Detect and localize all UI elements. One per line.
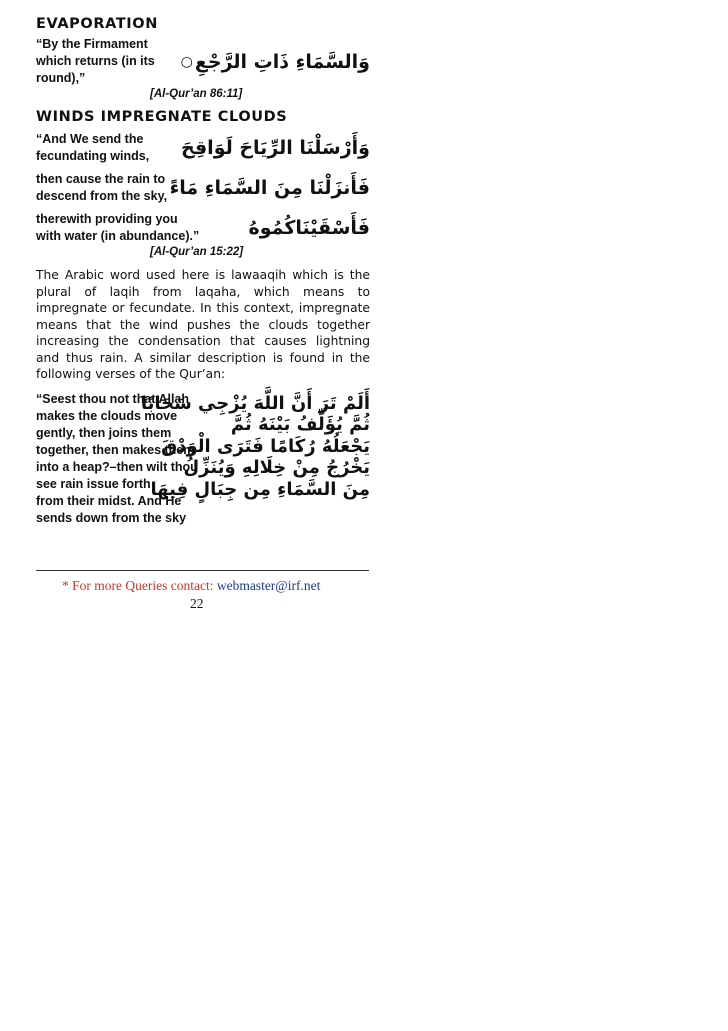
verse-reference: [Al-Qur’an 86:11] bbox=[150, 88, 243, 100]
arabic-verse-line: مِنَ السَّمَاءِ مِن جِبَالٍ فِيهَا bbox=[150, 478, 370, 500]
final-verse-block bbox=[36, 391, 370, 527]
verse-line: descend from the sky, bbox=[36, 189, 168, 203]
verse-line: from their midst. And He bbox=[36, 493, 182, 508]
page-number: 22 bbox=[190, 596, 204, 611]
verse-line: then cause the rain to bbox=[36, 172, 166, 186]
arabic-verse: وَالسَّمَاءِ ذَاتِ الرَّجْعِ bbox=[194, 50, 370, 73]
body-paragraph: The Arabic word used here is lawaaqih which is the plural of laqih from laqaha, which means to impregnate or fecundate. In this context, impregnate means that the wind pushes the clouds together increasing the condensation that causes lightning and thus rain. A similar description is found in the following verses of the Qur’an: bbox=[36, 268, 370, 381]
arabic-verse: وَأَرْسَلْنَا الرِّيَاحَ لَوَاقِحَ bbox=[181, 137, 370, 159]
verse-line: with water (in abundance).” bbox=[36, 229, 200, 243]
verse-line: sends down from the sky bbox=[36, 510, 187, 525]
verse-end-ornament: ○ bbox=[180, 53, 193, 70]
verse-line: gently, then joins them bbox=[36, 425, 172, 440]
winds-verse-2 bbox=[36, 171, 370, 205]
verse-line: which returns (in its round),” bbox=[36, 54, 155, 85]
section-heading-evaporation: EVAPORATION bbox=[36, 16, 158, 32]
footer-divider bbox=[36, 570, 369, 571]
arabic-verse-line: يَخْرُجُ مِنْ خِلَالِهِ وَيُنَزِّلُ bbox=[183, 457, 370, 478]
verse-line: together, then makes them bbox=[36, 442, 195, 457]
arabic-verse: فَأَسْقَيْنَاكُمُوهُ bbox=[248, 217, 370, 239]
verse-line: “And We send the bbox=[36, 132, 144, 146]
footer-email-link[interactable]: webmaster@irf.net bbox=[216, 578, 321, 593]
verse-line: fecundating winds, bbox=[36, 149, 150, 163]
arabic-verse: فَأَنزَلْنَا مِنَ السَّمَاءِ مَاءً bbox=[169, 177, 370, 199]
evaporation-arabic-wrap bbox=[179, 50, 370, 74]
verse-line: “Seest thou not that Allah bbox=[36, 391, 190, 406]
verse-line: “By the Firmament bbox=[36, 37, 148, 51]
evaporation-english bbox=[36, 36, 179, 87]
final-verse-arabic bbox=[140, 391, 370, 527]
verse-line: into a heap?–then wilt thou bbox=[36, 459, 198, 474]
verse-line: see rain issue forth bbox=[36, 476, 151, 491]
section-heading-winds: WINDS IMPREGNATE CLOUDS bbox=[36, 109, 288, 125]
evaporation-verse bbox=[36, 36, 370, 87]
winds-verse-3 bbox=[36, 211, 370, 245]
arabic-verse-line: أَلَمْ تَرَ أَنَّ اللَّهَ يُزْجِي سَحَابًا bbox=[140, 392, 370, 414]
winds-verse-1 bbox=[36, 131, 370, 165]
footer-contact bbox=[62, 578, 320, 594]
document-page bbox=[36, 14, 370, 527]
footer-prefix: * For more Queries contact: bbox=[62, 578, 214, 593]
verse-reference: [Al-Qur’an 15:22] bbox=[150, 246, 244, 258]
verse-line: therewith providing you bbox=[36, 212, 178, 226]
arabic-verse-line: ثُمَّ يُؤَلِّفُ بَيْنَهُ ثُمَّ bbox=[230, 414, 370, 435]
verse-line: makes the clouds move bbox=[36, 408, 178, 423]
arabic-verse-line: يَجْعَلُهُ رُكَامًا فَتَرَى الْوَدْقَ bbox=[161, 435, 370, 457]
